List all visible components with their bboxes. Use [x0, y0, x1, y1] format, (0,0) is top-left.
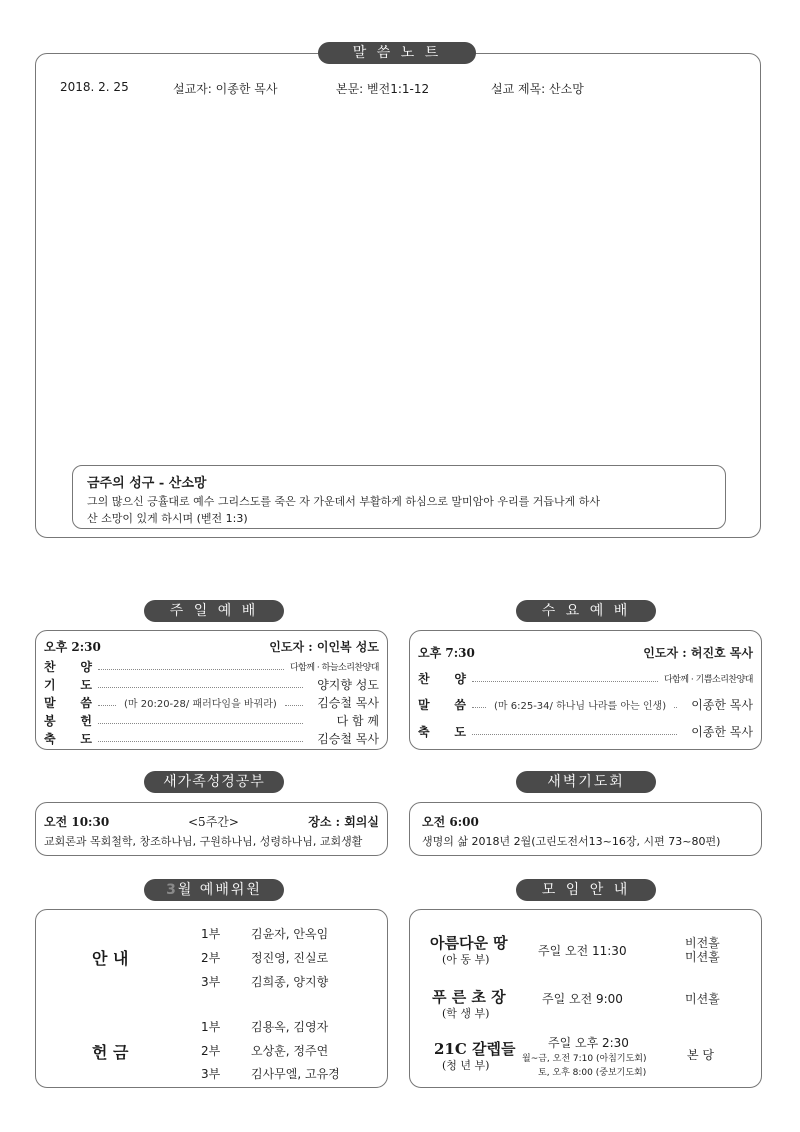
row-label: 기 — [44, 677, 56, 692]
sunday-row-offering — [44, 710, 379, 730]
guide-part: 3부 — [201, 975, 221, 989]
sunday-row-sermon — [44, 692, 379, 712]
wednesday-row-sermon — [418, 694, 753, 714]
meeting-time: 주일 오전 11:30 — [538, 944, 627, 958]
sermon-title: 설교 제목: 산소망 — [491, 82, 584, 96]
row-label: 씀 — [454, 697, 466, 712]
offering-label: 헌 금 — [92, 1043, 129, 1062]
meeting-sub: (청 년 부) — [442, 1059, 490, 1072]
sermon-preacher: 설교자: 이종한 목사 — [173, 82, 278, 96]
guide-names: 김윤자, 안옥임 — [251, 927, 329, 941]
family-study-title: 새가족성경공부 — [144, 771, 284, 793]
row-label: 말 — [418, 697, 430, 712]
dawn-prayer-time: 오전 6:00 — [422, 815, 479, 829]
row-label: 도 — [454, 724, 466, 739]
committee-box — [35, 909, 388, 1088]
meeting-place: 미션홀 — [685, 950, 720, 964]
sermon-note-title: 말 씀 노 트 — [318, 42, 476, 64]
meeting-name: 아름다운 땅 — [430, 934, 508, 952]
offering-names: 김용옥, 김영자 — [251, 1020, 329, 1034]
row-label: 헌 — [80, 713, 92, 728]
offering-names: 김사무엘, 고유경 — [251, 1067, 340, 1081]
meeting-time: 주일 오전 9:00 — [542, 992, 623, 1006]
sunday-service-box — [35, 630, 388, 750]
sunday-row-praise — [44, 656, 379, 676]
wednesday-row-praise — [418, 668, 753, 688]
row-value: 다함께 · 하늘소리찬양대 — [289, 662, 379, 673]
weekly-verse-line2: 산 소망이 있게 하시며 (벧전 1:3) — [87, 512, 248, 525]
offering-part: 1부 — [201, 1020, 221, 1034]
row-label: 봉 — [44, 713, 56, 728]
row-value: 김승철 목사 — [317, 731, 379, 746]
meeting-sub: (학 생 부) — [442, 1007, 490, 1020]
dawn-prayer-title: 새벽기도회 — [516, 771, 656, 793]
row-label: 찬 — [418, 671, 430, 686]
wednesday-service-box — [409, 630, 762, 750]
guide-names: 김희종, 양지향 — [251, 975, 329, 989]
guide-names: 정진영, 진실로 — [251, 951, 329, 965]
row-value: 김승철 목사 — [317, 695, 379, 710]
meeting-place: 본 당 — [687, 1048, 714, 1062]
wednesday-leader: 인도자 : 허진호 목사 — [643, 646, 753, 660]
row-label: 씀 — [80, 695, 92, 710]
meeting-sub: (아 동 부) — [442, 953, 490, 966]
row-middle: (마 6:25-34/ 하나님 나라를 아는 인생) — [494, 700, 667, 712]
meeting-place: 미션홀 — [685, 992, 720, 1006]
committee-title-text: 월 예배위원 — [177, 882, 262, 898]
meeting-place: 비전홀 — [685, 936, 720, 950]
offering-part: 2부 — [201, 1044, 221, 1058]
guide-label: 안 내 — [92, 949, 129, 968]
row-value: 다 함 께 — [336, 713, 379, 728]
row-label: 양 — [80, 659, 92, 674]
meeting-name: 푸 른 초 장 — [432, 988, 506, 1006]
sermon-note-box — [35, 53, 761, 538]
wednesday-row-benediction — [418, 721, 753, 741]
weekly-verse-heading: 금주의 성구 - 산소망 — [87, 476, 207, 491]
meetings-title: 모 임 안 내 — [516, 879, 656, 901]
row-value: 양지향 성도 — [317, 677, 379, 692]
sunday-row-benediction — [44, 728, 379, 748]
family-study-weeks: <5주간> — [188, 815, 239, 829]
row-value: 다함께 · 기쁨소리찬양대 — [663, 674, 753, 685]
family-study-topics: 교회론과 목회철학, 창조하나님, 구원하나님, 성령하나님, 교회생활 — [44, 835, 363, 848]
wednesday-time: 오후 7:30 — [418, 646, 475, 660]
sermon-date: 2018. 2. 25 — [60, 80, 129, 94]
weekly-verse-line1: 그의 많으신 긍휼대로 예수 그리스도를 죽은 자 가운데서 부활하게 하심으로 말미암아 우리를 거듭나게 하사 — [87, 495, 600, 508]
committee-month: 3 — [166, 882, 178, 898]
family-study-box — [35, 802, 388, 856]
meeting-time-saturday: 토, 오후 8:00 (중보기도회) — [538, 1068, 647, 1078]
row-value: 이종한 목사 — [691, 724, 753, 739]
row-label: 말 — [44, 695, 56, 710]
meeting-time-weekday: 월~금, 오전 7:10 (아침기도회) — [522, 1054, 647, 1064]
offering-part: 3부 — [201, 1067, 221, 1081]
guide-part: 1부 — [201, 927, 221, 941]
row-label: 도 — [80, 731, 92, 746]
weekly-verse-box — [72, 465, 726, 529]
offering-names: 오상훈, 정주연 — [251, 1044, 329, 1058]
row-label: 찬 — [44, 659, 56, 674]
sunday-time: 오후 2:30 — [44, 640, 101, 654]
dawn-prayer-box — [409, 802, 762, 856]
row-label: 양 — [454, 671, 466, 686]
row-label: 축 — [44, 731, 56, 746]
sermon-text: 본문: 벧전1:1-12 — [336, 82, 430, 96]
committee-title — [144, 879, 284, 901]
sunday-row-prayer — [44, 674, 379, 694]
meetings-box — [409, 909, 762, 1088]
sunday-leader: 인도자 : 이인복 성도 — [269, 640, 379, 654]
meeting-name: 21C 갈렙들 — [434, 1040, 516, 1058]
row-value: 이종한 목사 — [691, 697, 753, 712]
wednesday-service-title: 수 요 예 배 — [516, 600, 656, 622]
row-label: 축 — [418, 724, 430, 739]
guide-part: 2부 — [201, 951, 221, 965]
family-study-time: 오전 10:30 — [44, 815, 110, 829]
family-study-place: 장소 : 회의실 — [308, 815, 379, 829]
row-label: 도 — [80, 677, 92, 692]
sunday-service-title: 주 일 예 배 — [144, 600, 284, 622]
dawn-prayer-text: 생명의 삶 2018년 2월(고린도전서13~16장, 시편 73~80편) — [422, 835, 721, 848]
meeting-time: 주일 오후 2:30 — [548, 1036, 629, 1050]
row-middle: (마 20:20-28/ 패러다임을 바꿔라) — [124, 698, 277, 710]
